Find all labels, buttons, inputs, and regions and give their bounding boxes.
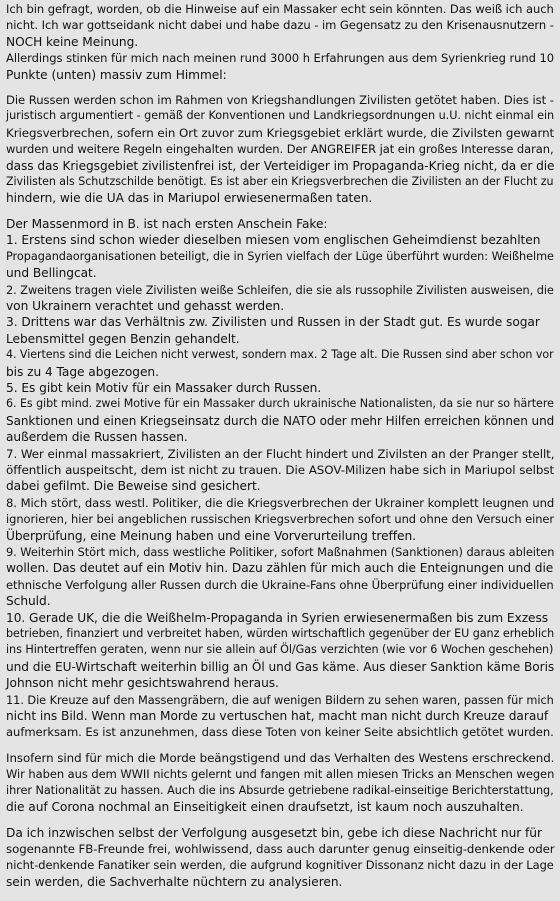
- paragraph-4: [6, 750, 555, 816]
- text-line: 11. Die Kreuze auf den Massengräbern, die auf wenigen Bildern zu sehen waren, passen für mich: [6, 692, 554, 707]
- text-line: ethnische Verfolgung aller Russen durch die Ukraine-Fans ohne Überprüfung einer individuellen: [6, 577, 554, 592]
- text-line: nicht ins Bild. Wenn man Morde zu vertuschen hat, macht man nicht durch Kreuze darauf: [6, 709, 549, 724]
- text-line: Punkte (unten) massiv zum Himmel:: [6, 67, 227, 82]
- text-line: Insofern sind für mich die Morde beängstigend und das Verhalten des Westens erschreckend.: [6, 750, 555, 765]
- paragraph-1: [6, 1, 555, 83]
- text-line: von Ukrainern verachtet und gehasst werden.: [6, 298, 285, 313]
- paragraph-2: [6, 92, 555, 207]
- paragraph-3: [6, 216, 555, 741]
- text-line: wurden und weitere Regeln eingehalten wurden. Der ANGREIFER jat ein großes Interesse daran,: [6, 142, 554, 157]
- text-line: nicht-denkende Fanatiker sein werden, die aufgrund kognitiver Dissonanz nicht dazu in der Lage: [6, 858, 554, 873]
- text-line: NOCH keine Meinung.: [6, 34, 139, 49]
- text-line: und Bellingcat.: [6, 266, 97, 281]
- text-line: 1. Erstens sind schon wieder dieselben miesen vom englischen Geheimdienst bezahlten: [6, 233, 541, 248]
- paragraph-5: [6, 825, 555, 891]
- text-line: dass das Kriegsgebiet zivilistenfrei ist, der Verteidiger im Propaganda-Krieg nicht, da er die: [6, 158, 555, 173]
- text-line: und die EU-Wirtschaft weiterhin billig an Öl und Gas käme. Aus dieser Sanktion käme Boris: [6, 659, 555, 674]
- text-line: Allerdings stinken für mich nach meinen rund 3000 h Erfahrungen aus dem Syrienkrieg rund 10: [6, 51, 555, 66]
- text-line: ins Hintertreffen geraten, wenn nur sie allein auf Öl/Gas verzichten (wie vor 6 Wochen geschehen): [6, 643, 554, 657]
- text-line: Der Massenmord in B. ist nach ersten Anschein Fake:: [6, 216, 328, 231]
- text-line: dabei gefilmt. Die Beweise sind gesichert.: [6, 479, 261, 494]
- text-line: sein werden, die Sachverhalte nüchtern zu analysieren.: [6, 874, 343, 889]
- text-line: Ich bin gefragt, worden, ob die Hinweise auf ein Massaker echt sein könnten. Das weiß ich auch: [6, 2, 554, 16]
- text-line: 2. Zweitens tragen viele Zivilisten weiße Schleifen, die sie als russophile Zivilisten ausweisen, die: [6, 282, 554, 297]
- text-line: hindern, wie die UA das in Mariupol erwiesenermaßen taten.: [6, 191, 373, 206]
- text-line: außerdem die Russen hassen.: [6, 430, 188, 445]
- text-line: 10. Gerade UK, die die Weißhelm-Propaganda in Syrien erwiesenermaßen bis zum Exzess: [6, 610, 549, 625]
- text-line: Die Russen werden schon im Rahmen von Kriegshandlungen Zivilisten getötet haben. Dies ist -: [6, 93, 554, 108]
- text-line: bis zu 4 Tage abgezogen.: [6, 364, 159, 379]
- text-line: aufmerksam. Es ist anzunehmen, dass diese Toten von keiner Seite absichtlich getötet wurden.: [6, 725, 554, 740]
- text-line: Zivilisten als Schutzschilde benötigt. Es ist aber ein Kriegsverbrechen die Zivilisten an der Flucht zu: [6, 175, 554, 189]
- text-line: betrieben, finanziert und verbreitet haben, würden wirtschaftlich gegenüber der EU ganz erheblich: [6, 627, 555, 641]
- text-line: Lebensmittel gegen Benzin gehandelt.: [6, 331, 240, 346]
- text-line: sogenannte FB-Freunde frei, wohlwissend, dass auch darunter genug einseitig-denkende oder: [6, 841, 555, 856]
- text-line: 9. Weiterhin Stört mich, dass westliche Politiker, sofort Maßnahmen (Sanktionen) daraus ableiten: [6, 545, 555, 559]
- text-line: 8. Mich stört, dass westl. Politiker, die die Kriegsverbrechen der Ukrainer komplett leugnen und: [6, 495, 555, 510]
- text-line: 3. Drittens war das Verhältnis zw. Zivilisten und Russen in der Stadt gut. Es wurde sogar: [6, 315, 540, 330]
- text-line: Wir haben aus dem WWII nichts gelernt und fangen mit allen miesen Tricks an Menschen wegen: [6, 767, 555, 782]
- text-line: Sanktionen und einen Kriegseinsatz durch die NATO oder mehr Hilfen erreichen können und: [6, 413, 555, 428]
- text-line: Überprüfung, eine Meinung haben und eine Vorverurteilung treffen.: [6, 528, 416, 543]
- text-line: Kriegsverbrechen, sofern ein Ort zuvor zum Kriegsgebiet erklärt wurde, die Zivilsten gewarnt: [6, 125, 555, 140]
- text-line: 6. Es gibt mind. zwei Motive für ein Massaker durch ukrainische Nationalisten, da sie nur so härtere: [6, 397, 554, 411]
- text-line: ihrer Nationalität zu hassen. Auch die ins Absurde getriebene radikal-einseitige Berichterstattung,: [6, 783, 554, 797]
- text-line: Johnson nicht mehr gesichtswahrend heraus.: [6, 676, 279, 691]
- text-line: Da ich inzwischen selbst der Verfolgung ausgesetzt bin, gebe ich diese Nachricht nur für: [6, 825, 542, 840]
- text-line: 7. Wer einmal massakriert, Zivilisten an der Flucht hindert und Zivilsten an der Pranger stellt,: [6, 446, 555, 461]
- text-line: 5. Es gibt kein Motiv für ein Massaker durch Russen.: [6, 380, 322, 395]
- text-line: Schuld.: [6, 594, 51, 609]
- text-line: ignorieren, hier bei angeblichen russischen Kriegsverbrechen sofort und ohne den Versuch einer: [6, 512, 555, 527]
- text-line: 4. Viertens sind die Leichen nicht verwest, sondern max. 2 Tage alt. Die Russen sind aber schon vor: [6, 348, 554, 362]
- text-line: nicht. Ich war gottseidank nicht dabei und habe dazu - im Gegensatz zu den Krisenausnutzern -: [6, 18, 554, 33]
- text-line: wollen. Das deutet auf ein Motiv hin. Dazu zählen für mich auch die Enteignungen und die: [6, 561, 554, 576]
- text-line: die auf Corona nochmal an Einseitigkeit einen draufsetzt, ist kaum noch auszuhalten.: [6, 800, 524, 815]
- text-line: Propagandaorganisationen beteiligt, die in Syrien vielfach der Lüge überführt wurden: Weißhelme: [6, 249, 554, 263]
- text-line: juristisch argumentiert - gemäß der Konventionen und Landkriegsordnungen u.U. nicht einmal ein: [6, 109, 555, 123]
- text-line: öffentlich auspeitscht, dem ist nicht zu trauen. Die ASOV-Milizen habe sich in Mariupol selbst: [6, 462, 555, 477]
